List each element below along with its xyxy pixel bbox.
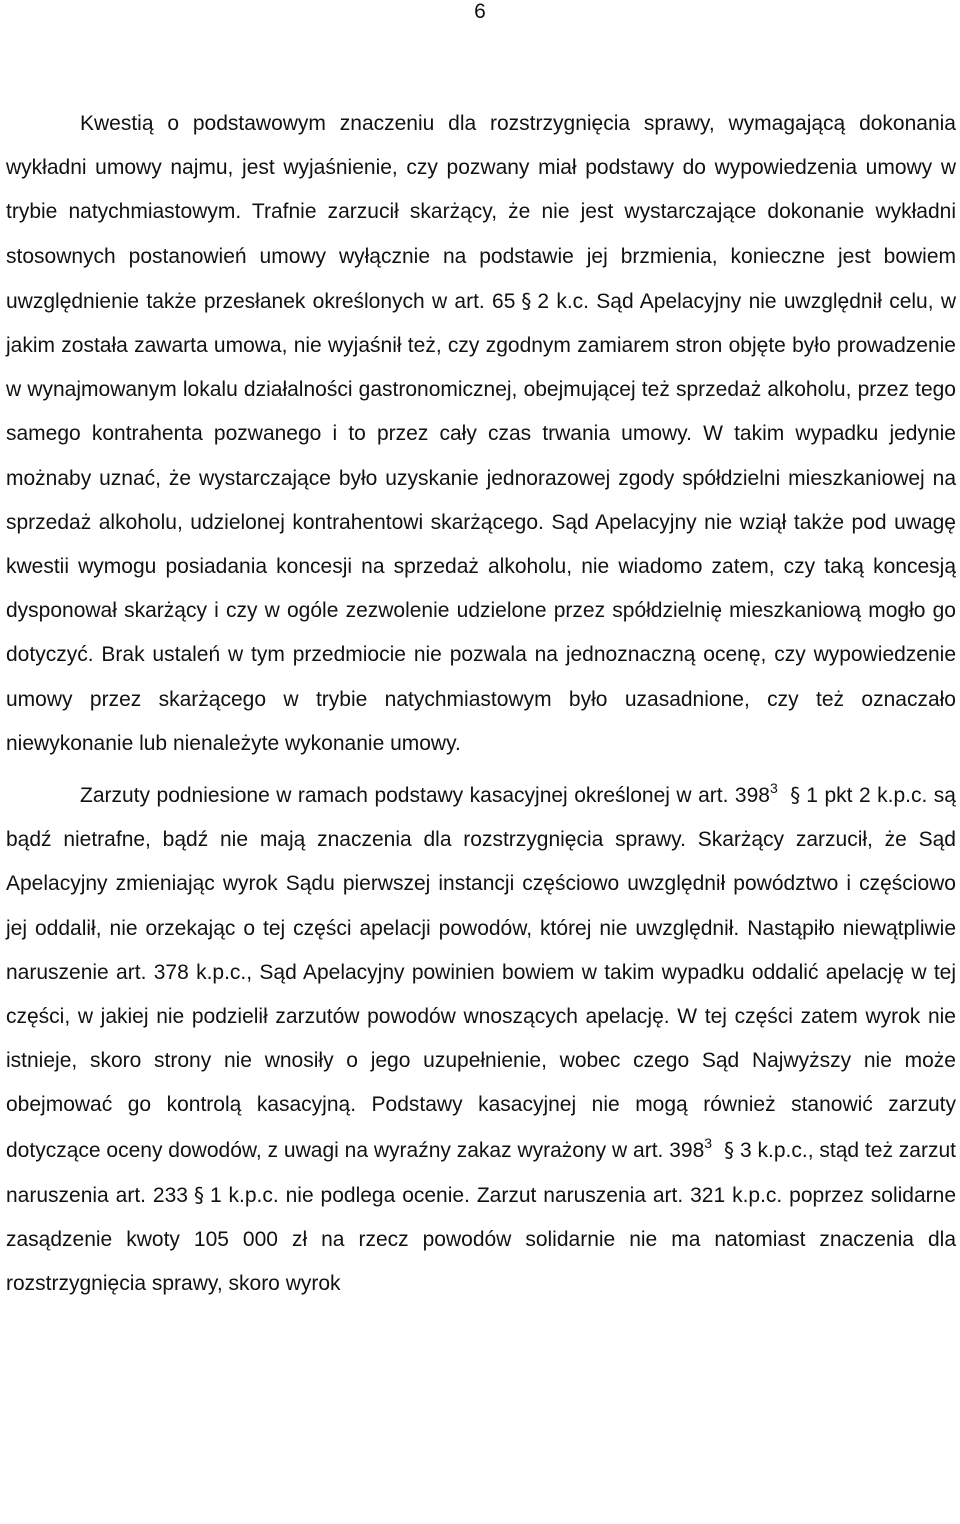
document-body [6, 102, 956, 1306]
superscript-3: 3 [704, 1134, 713, 1151]
paragraph-2-text-d: 1 k.p.c. nie podlega ocenie. Zarzut naruszenia art. 321 k.p.c. poprzez solidarne zasądzenie kwoty 105 000 zł na rzecz powodów solidarnie nie ma natomiast znaczenia dla rozstrzygnięcia sprawy, skoro wyrok [6, 1183, 956, 1296]
paragraph-1-text: Kwestią o podstawowym znaczeniu dla rozstrzygnięcia sprawy, wymagającą dokonania wykładni umowy najmu, jest wyjaśnienie, czy pozwany miał podstawy do wypowiedzenia umowy w trybie natychmiastowym. Trafnie zarzucił skarżący, że nie jest wystarczające dokonanie wykładni stosownych postanowień umowy wyłącznie na podstawie jej brzmienia, konieczne jest bowiem uwzględnienie także przesłanek określonych w art. 65 [6, 112, 956, 313]
section-sign: § [790, 783, 801, 808]
paragraph-1 [6, 102, 956, 766]
paragraph-2-text-a: Zarzuty podniesione w ramach podstawy kasacyjnej określonej w art. 398 [80, 784, 770, 808]
section-sign: § [521, 288, 532, 313]
paragraph-2-text-c: 3 k.p.c., stąd też zarzut naruszenia art. 233 [6, 1138, 956, 1207]
superscript-3: 3 [769, 780, 778, 797]
page-number: 6 [474, 0, 486, 23]
paragraph-2-text-b: 1 pkt 2 k.p.c. są bądź nietrafne, bądź nie mają znaczenia dla rozstrzygnięcia sprawy. Skarżący zarzucił, że Sąd Apelacyjny zmieniając wyrok Sądu pierwszej instancji częściowo uwzględnił powództwo i częściowo jej oddalił, nie orzekając o tej części apelacji powodów, której nie uwzględnił. Nastąpiło niewątpliwie naruszenie art. 378 k.p.c., Sąd Apelacyjny powinien bowiem w takim wypadku oddalić apelację w tej części, w jakiej nie podzielił zarzutów powodów wnoszących apelację. W tej części zatem wyrok nie istnieje, skoro strony nie wnosiły o jego uzupełnienie, wobec czego Sąd Najwyższy nie może obejmować go kontrolą kasacyjną. Podstawy kasacyjnej nie mogą również stanowić zarzuty dotyczące oceny dowodów, z uwagi na wyraźny zakaz wyrażony w art. 398 [6, 784, 956, 1162]
paragraph-2 [6, 773, 956, 1306]
section-sign: § [193, 1182, 204, 1207]
section-sign: § [723, 1137, 734, 1162]
paragraph-1-text-cont: 2 k.c. Sąd Apelacyjny nie uwzględnił celu, w jakim została zawarta umowa, nie wyjaśnił też, czy zgodnym zamiarem stron objęte było prowadzenie w wynajmowanym lokalu działalności gastronomicznej, obejmującej też sprzedaż alkoholu, przez tego samego kontrahenta pozwanego i to przez cały czas trwania umowy. W takim wypadku jedynie możnaby uznać, że wystarczające było uzyskanie jednorazowej zgody spółdzielni mieszkaniowej na sprzedaż alkoholu, udzielonej kontrahentowi skarżącego. Sąd Apelacyjny nie wziął także pod uwagę kwestii wymogu posiadania koncesji na sprzedaż alkoholu, nie wiadomo zatem, czy taką koncesją dysponował skarżący i czy w ogóle zezwolenie udzielone przez spółdzielnię mieszkaniową mogło go dotyczyć. Brak ustaleń w tym przedmiocie nie pozwala na jednoznaczną ocenę, czy wypowiedzenie umowy przez skarżącego w trybie natychmiastowym było uzasadnione, czy też oznaczało niewykonanie lub nienależyte wykonanie umowy. [6, 289, 956, 755]
